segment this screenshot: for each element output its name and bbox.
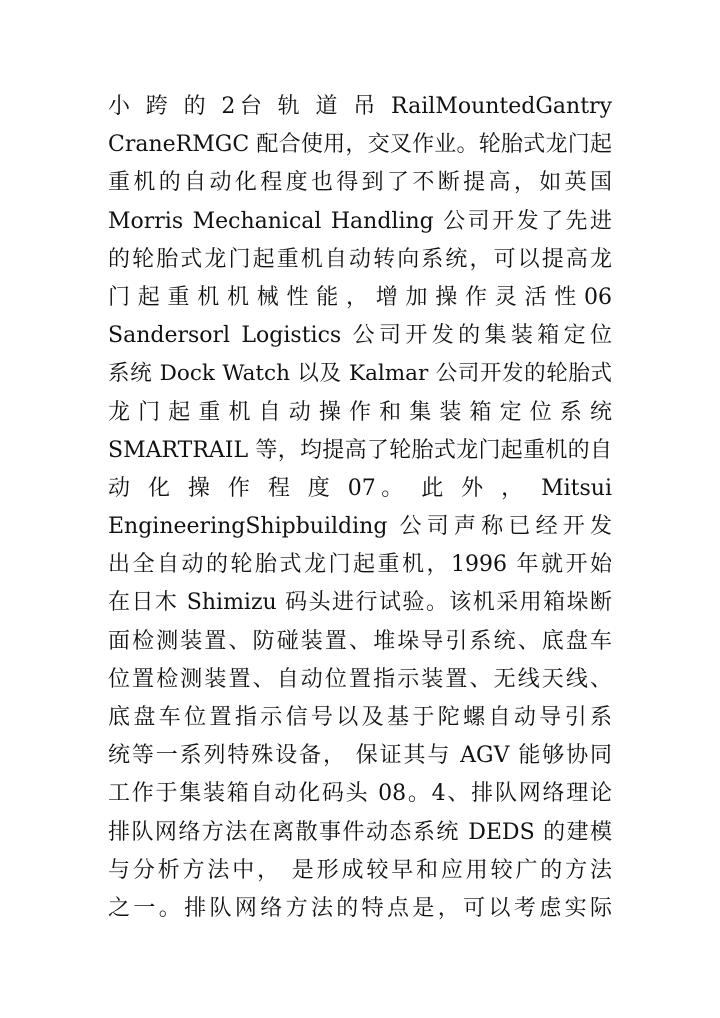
body-text [108,88,612,928]
text-line: 系统 Dock Watch 以及 Kalmar 公司开发的轮胎式 [108,361,612,387]
text-line: 小 跨 的 2台 轨 道 吊 RailMountedGantry [108,94,612,119]
text-line: 与分析方法中， 是形成较早和应用较广的方法 [108,857,612,883]
text-line: Morris Mechanical Handling 公司开发了先进 [108,208,612,234]
text-line: 位置检测装置、自动位置指示装置、无线天线、 [108,666,612,692]
text-line: Sandersorl Logistics 公司开发的集装箱定位 [108,323,612,349]
text-line: 在日木 Shimizu 码头进行试验。该机采用箱垛断 [108,590,612,616]
text-line: 排队网络方法在离散事件动态系统 DEDS 的建模 [108,819,612,845]
text-line: CraneRMGC 配合使用，交叉作业。轮胎式龙门起 [108,132,612,158]
text-line: 面检测装置、防碰装置、堆垛导引系统、底盘车 [108,628,612,654]
text-line: 龙 门 起 重 机 自 动 操 作 和 集 装 箱 定 位 系 统 [108,399,612,425]
text-line: 动 化 操 作 程 度 07。 此 外 ， Mitsui [108,475,612,501]
text-line: 门 起 重 机 机 械 性 能 ， 增 加 操 作 灵 活 性 06 [108,284,612,310]
text-line: 统等一系列特殊设备， 保证其与 AGV 能够协同 [108,743,612,769]
text-line: 底盘车位置指示信号以及基于陀螺自动导引系 [108,705,612,730]
text-line: 重机的自动化程度也得到了不断提高，如英国 [108,170,612,196]
text-line: SMARTRAIL 等，均提高了轮胎式龙门起重机的自 [108,437,612,463]
text-line: 之一。排队网络方法的特点是，可以考虑实际 [108,895,612,921]
text-line: 出全自动的轮胎式龙门起重机，1996 年就开始 [108,552,612,578]
text-line: 工作于集装箱自动化码头 08。4、排队网络理论 [108,781,612,807]
text-line: EngineeringShipbuilding 公司声称已经开发 [108,514,612,540]
text-line: 的轮胎式龙门起重机自动转向系统，可以提高龙 [108,246,612,272]
